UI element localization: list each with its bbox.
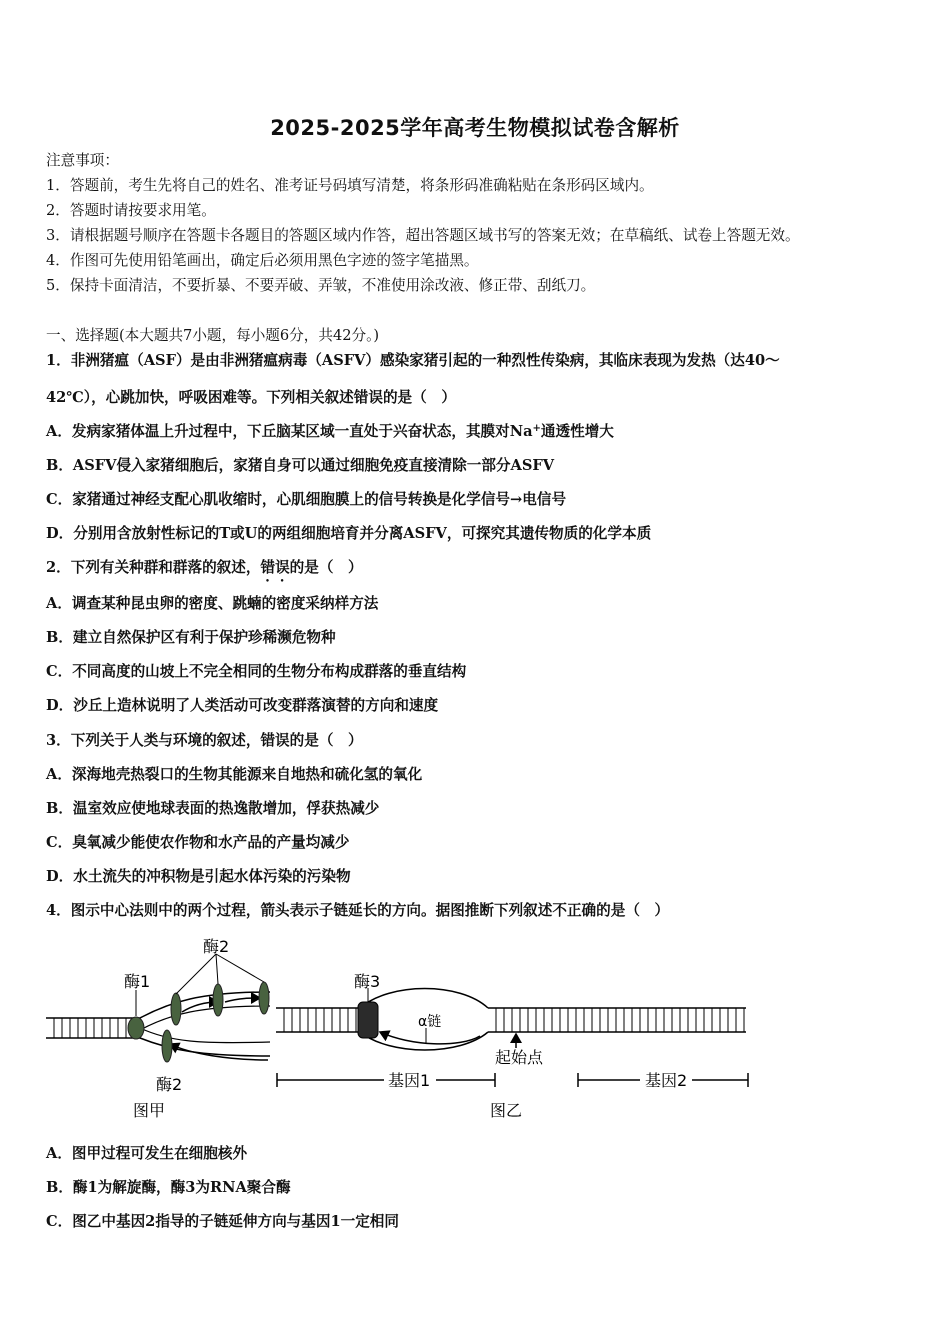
notice-item-1: 1．答题前，考生先将自己的姓名、准考证号码填写清楚，将条形码准确粘贴在条形码区域内。 (46, 177, 654, 194)
label-gene2: 基因2 (645, 1071, 688, 1090)
q1-option-a (46, 422, 614, 442)
q2-option-b: B．建立自然保护区有利于保护珍稀濒危物种 (46, 629, 336, 646)
q1-option-a-tail: 通透性增大 (540, 423, 614, 440)
label-enzyme3: 酶3 (354, 972, 381, 991)
q4-option-c: C．图乙中基因2指导的子链延伸方向与基因1一定相同 (46, 1213, 399, 1230)
q1-option-c: C．家猪通过神经支配心肌收缩时，心肌细胞膜上的信号转换是化学信号→电信号 (46, 491, 567, 508)
q3-option-c: C．臭氧减少能使农作物和水产品的产量均减少 (46, 834, 350, 851)
notice-item-3: 3．请根据题号顺序在答题卡各题目的答题区域内作答，超出答题区域书写的答案无效；在草稿纸、试卷上答题无效。 (46, 227, 800, 244)
q1-option-a-text: A．发病家猪体温上升过程中，下丘脑某区域一直处于兴奋状态，其膜对Na (46, 423, 533, 440)
page-title: 2025-2025学年高考生物模拟试卷含解析 (270, 116, 680, 140)
label-gene1: 基因1 (388, 1071, 431, 1090)
q4-option-a: A．图甲过程可发生在细胞核外 (46, 1145, 248, 1162)
q4-stem: 4．图示中心法则中的两个过程，箭头表示子链延长的方向。据图推断下列叙述不正确的是（ ） (46, 902, 670, 919)
q1-option-b: B．ASFV侵入家猪细胞后，家猪自身可以通过细胞免疫直接清除一部分ASFV (46, 457, 555, 474)
q2-option-c: C．不同高度的山坡上不完全相同的生物分布构成群落的垂直结构 (46, 663, 467, 680)
q1-stem-line1: 1．非洲猪瘟（ASF）是由非洲猪瘟病毒（ASFV）感染家猪引起的一种烈性传染病，其临床表现为发热（达40～ (46, 352, 780, 369)
q3-option-b: B．温室效应使地球表面的热逸散增加，俘获热减少 (46, 800, 380, 817)
notice-heading: 注意事项： (46, 152, 119, 169)
notice-item-2: 2．答题时请按要求用笔。 (46, 202, 216, 219)
central-dogma-figure (40, 932, 760, 1127)
q2-stem-text: 2．下列有关种群和群落的叙述， (46, 559, 261, 576)
section-heading: 一、选择题(本大题共7小题，每小题6分，共42分。) (46, 327, 380, 344)
q3-option-a: A．深海地壳热裂口的生物其能源来自地热和硫化氢的氧化 (46, 766, 423, 783)
label-enzyme1: 酶1 (124, 972, 151, 991)
q2-option-a: A．调查某种昆虫卵的密度、跳蝻的密度采纳样方法 (46, 595, 379, 612)
label-enzyme2-top: 酶2 (203, 937, 230, 956)
q1-option-a-sup: + (532, 423, 541, 434)
q4-option-b: B．酶1为解旋酶，酶3为RNA聚合酶 (46, 1179, 291, 1196)
caption-figure-a: 图甲 (133, 1101, 166, 1120)
q3-option-d: D．水土流失的冲积物是引起水体污染的污染物 (46, 868, 351, 885)
q2-stem-emphasis: 错误 (260, 559, 290, 576)
q2-option-d: D．沙丘上造林说明了人类活动可改变群落演替的方向和速度 (46, 697, 439, 714)
q3-stem: 3．下列关于人类与环境的叙述，错误的是（ ） (46, 732, 363, 749)
q1-stem-line2: 42℃），心跳加快，呼吸困难等。下列相关叙述错误的是（ ） (46, 389, 456, 406)
q1-option-d: D．分别用含放射性标记的T或U的两组细胞培育并分离ASFV，可探究其遗传物质的化学本质 (46, 525, 652, 542)
notice-item-5: 5．保持卡面清洁，不要折暴、不要弄破、弄皱，不准使用涂改液、修正带、刮纸刀。 (46, 277, 596, 294)
label-start-point: 起始点 (495, 1048, 544, 1067)
label-alpha-chain: α链 (418, 1014, 442, 1030)
notice-item-4: 4．作图可先使用铅笔画出，确定后必须用黑色字迹的签字笔描黑。 (46, 252, 479, 269)
label-enzyme2-bottom: 酶2 (156, 1075, 183, 1094)
q2-stem (46, 558, 363, 585)
figure-a-diagram (46, 954, 270, 1062)
caption-figure-b: 图乙 (490, 1101, 523, 1120)
q2-stem-tail: 的是（ ） (289, 559, 363, 576)
